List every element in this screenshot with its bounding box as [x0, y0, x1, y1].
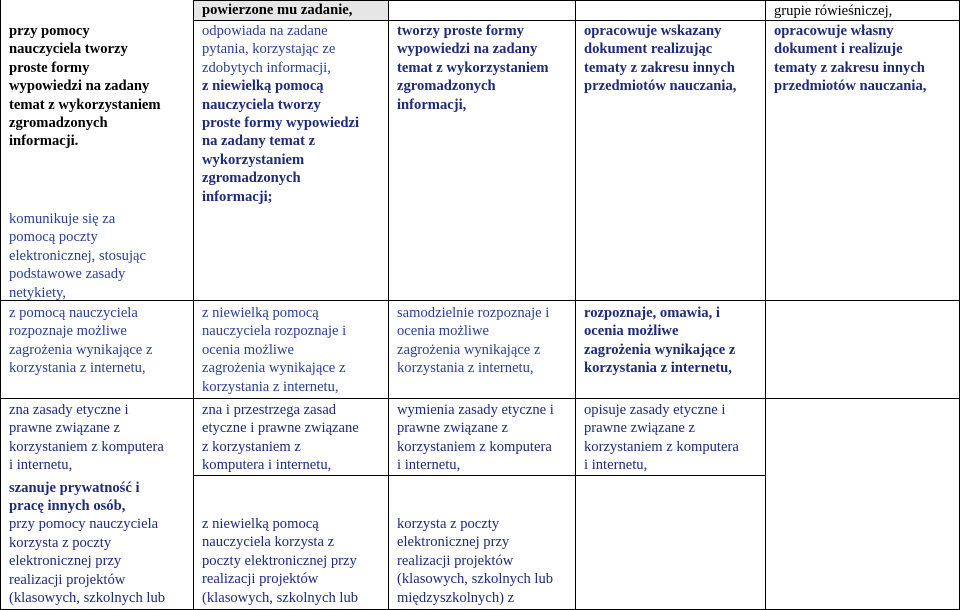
column-3-row-3	[389, 401, 575, 475]
column-1-row-1b	[1, 210, 193, 300]
cell-text: opracowuje wskazany dokument realizując tematy z zakresu innych przedmiotów nauczania,	[584, 23, 737, 95]
column-4-row-1	[576, 22, 765, 300]
cell-text: zna i przestrzega zasad etyczne i prawne związane z korzystaniem z komputera i internetu,	[202, 402, 359, 474]
cell-text: wymienia zasady etyczne i prawne związane z korzystaniem z komputera i internetu,	[397, 402, 554, 474]
cell-text: komunikuje się za pomocą poczty elektronicznej, stosując podstawowe zasady netykiety,	[9, 211, 146, 300]
cell-text: rozpoznaje, omawia, i ocenia możliwe zagrożenia wynikające z korzystania z internetu,	[584, 305, 736, 377]
cell-text: odpowiada na zadane pytania, korzystając ze zdobytych informacji,	[202, 23, 336, 76]
column-2-row-4	[194, 515, 388, 609]
cell-text: zna zasady etyczne i prawne związane z korzystaniem z komputera i internetu,	[9, 402, 164, 474]
cell-text: grupie rówieśniczej,	[774, 3, 893, 19]
column-3-row-4	[389, 515, 575, 609]
column-3-row-1	[389, 22, 575, 300]
cell-text: z niewielką pomocą nauczyciela korzysta z poczty elektronicznej przy realizacji projektów (klasowych, szkolnych lub	[202, 516, 359, 606]
column-1-row-3	[1, 401, 193, 609]
row-divider	[0, 300, 960, 301]
row-divider	[575, 475, 765, 476]
column-3-row-2	[389, 304, 575, 398]
column-5-header	[766, 2, 959, 20]
cell-text: z niewielką pomocą nauczyciela tworzy proste formy wypowiedzi na zadany temat z wykorzystaniem zgromadzonych informacji;	[202, 78, 359, 205]
cell-text: powierzone mu zadanie,	[202, 2, 353, 18]
cell-text: opracowuje własny dokument i realizuje tematy z zakresu innych przedmiotów nauczania,	[774, 23, 927, 95]
row-divider	[0, 398, 960, 399]
row-divider	[193, 475, 575, 476]
cell-text: korzysta z poczty elektronicznej przy realizacji projektów (klasowych, szkolnych lub międzyszkolnych) z	[397, 516, 554, 606]
cell-text: z pomocą nauczyciela rozpoznaje możliwe zagrożenia wynikające z korzystania z internetu,	[9, 305, 153, 377]
column-1-row-2	[1, 304, 193, 398]
cell-text: samodzielnie rozpoznaje i ocenia możliwe zagrożenia wynikające z korzystania z internetu,	[397, 305, 550, 377]
column-2-row-1	[194, 22, 388, 300]
column-2-row-3	[194, 401, 388, 475]
cell-text: przy pomocy nauczyciela tworzy proste formy wypowiedzi na zadany temat z wykorzystaniem zgromadzonych informacji.	[9, 23, 161, 150]
column-4-row-3	[576, 401, 765, 475]
row-divider	[193, 20, 960, 21]
column-5-row-1	[766, 22, 959, 300]
column-2-row-2	[194, 304, 388, 398]
cell-text: opisuje zasady etyczne i prawne związane z korzystaniem z komputera i internetu,	[584, 402, 739, 474]
column-4-row-2	[576, 304, 765, 398]
column-2-header	[194, 1, 388, 20]
cell-text: przy pomocy nauczyciela korzysta z poczty elektronicznej przy realizacji projektów (klasowych, szkolnych lub	[9, 516, 166, 607]
cell-text: z niewielką pomocą nauczyciela rozpoznaje i ocenia możliwe zagrożenia wynikające z korzystania z internetu,	[202, 305, 347, 395]
cell-text: tworzy proste formy wypowiedzi na zadany temat z wykorzystaniem zgromadzonych informacji,	[397, 23, 549, 113]
cell-text: szanuje prywatność i pracę innych osób,	[9, 479, 140, 515]
